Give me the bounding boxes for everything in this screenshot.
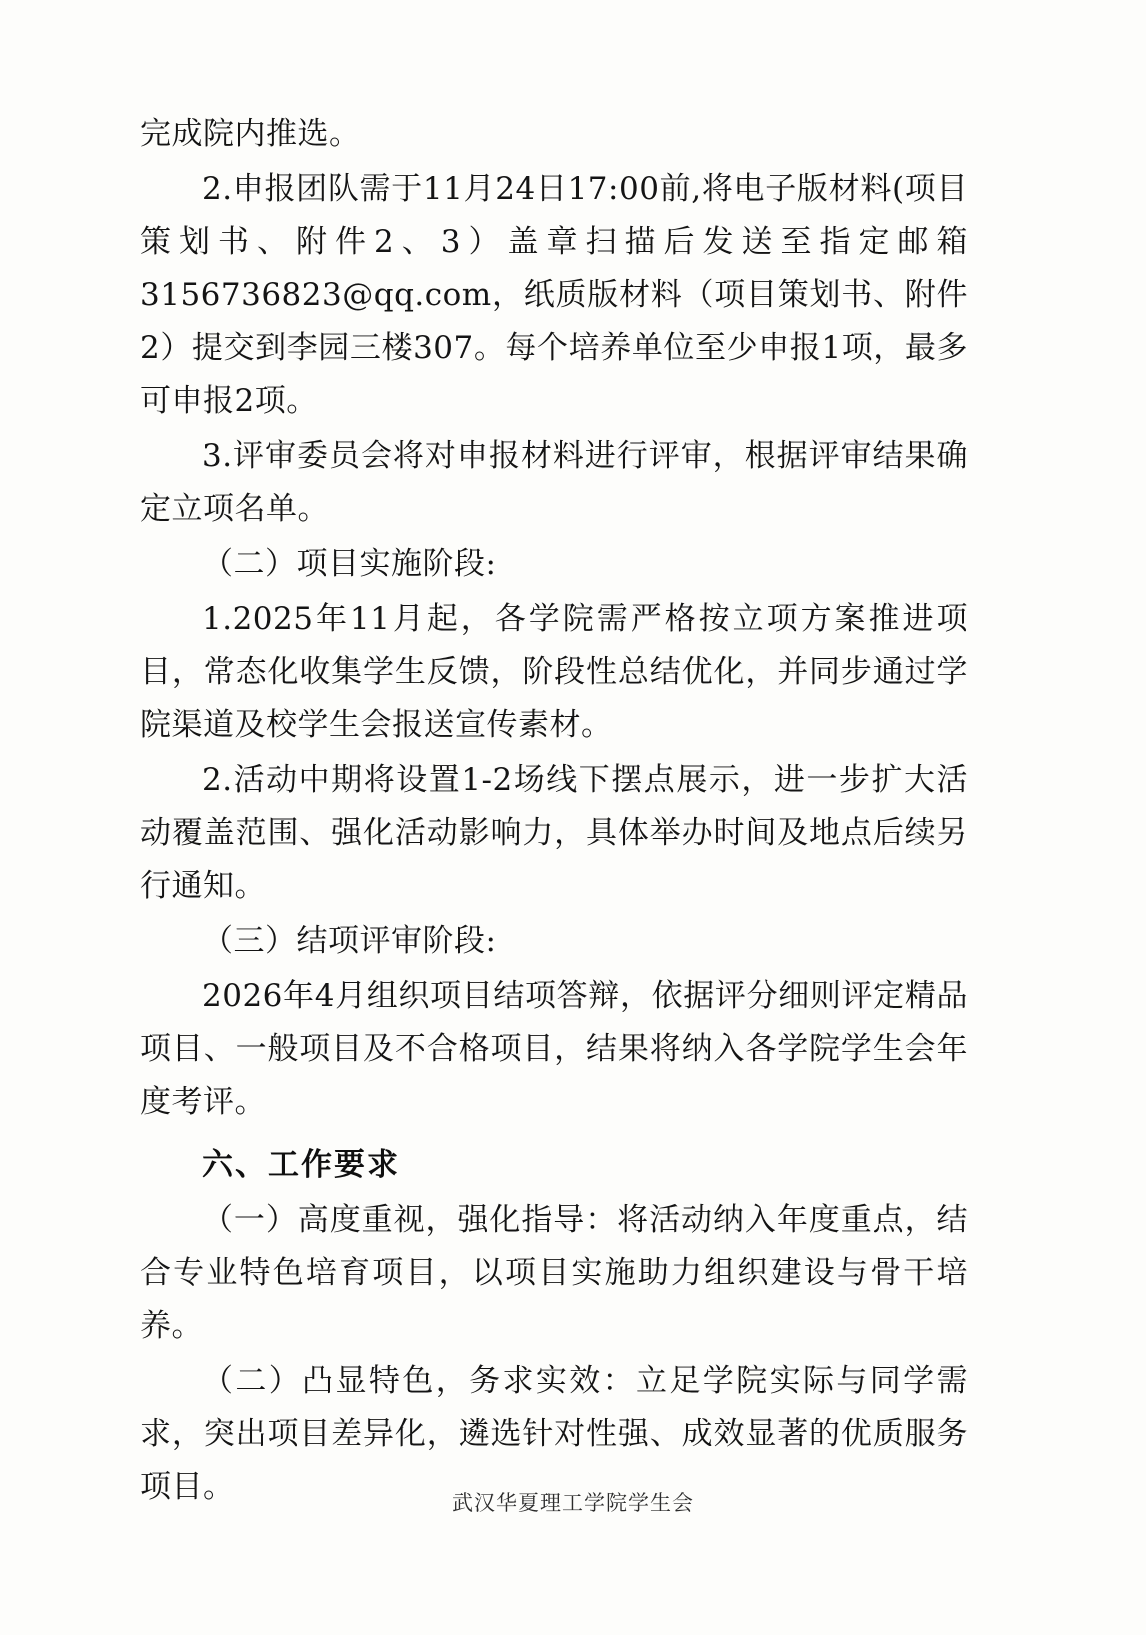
paragraph-implementation-item-1: 1.2025年11月起，各学院需严格按立项方案推进项目，常态化收集学生反馈，阶段性总结优化，并同步通过学院渠道及校学生会报送宣传素材。: [140, 601, 968, 743]
paragraph-apply-item-3: 3.评审委员会将对申报材料进行评审，根据评审结果确定立项名单。: [140, 438, 968, 527]
paragraph-apply-item-2: 2.申报团队需于11月24日17:00前,将电子版材料(项目策划书、附件2、3）盖章扫描后发送至指定邮箱3156736823@qq.com，纸质版材料（项目策划书、附件2）提交到李园三楼307。每个培养单位至少申报1项，最多可申报2项。: [140, 171, 968, 419]
page-footer: 武汉华夏理工学院学生会: [452, 1491, 694, 1515]
paragraph-implementation-item-2: 2.活动中期将设置1-2场线下摆点展示，进一步扩大活动覆盖范围、强化活动影响力，具体举办时间及地点后续另行通知。: [140, 762, 968, 904]
paragraph-section-three-title: （三）结项评审阶段:: [202, 923, 497, 959]
paragraph-final-review: 2026年4月组织项目结项答辩，依据评分细则评定精品项目、一般项目及不合格项目，结果将纳入各学院学生会年度考评。: [140, 978, 968, 1120]
heading-work-requirements: 六、工作要求: [202, 1147, 400, 1183]
document-body: [140, 108, 968, 1516]
paragraph-section-two-title: （二）项目实施阶段:: [202, 546, 497, 582]
paragraph-requirement-one: （一）高度重视，强化指导：将活动纳入年度重点，结合专业特色培育项目，以项目实施助力组织建设与骨干培养。: [140, 1202, 968, 1344]
paragraph-requirement-two: （二）凸显特色，务求实效：立足学院实际与同学需求，突出项目差异化，遴选针对性强、成效显著的优质服务项目。: [140, 1363, 968, 1505]
paragraph-continued-line: 完成院内推选。: [140, 116, 361, 152]
